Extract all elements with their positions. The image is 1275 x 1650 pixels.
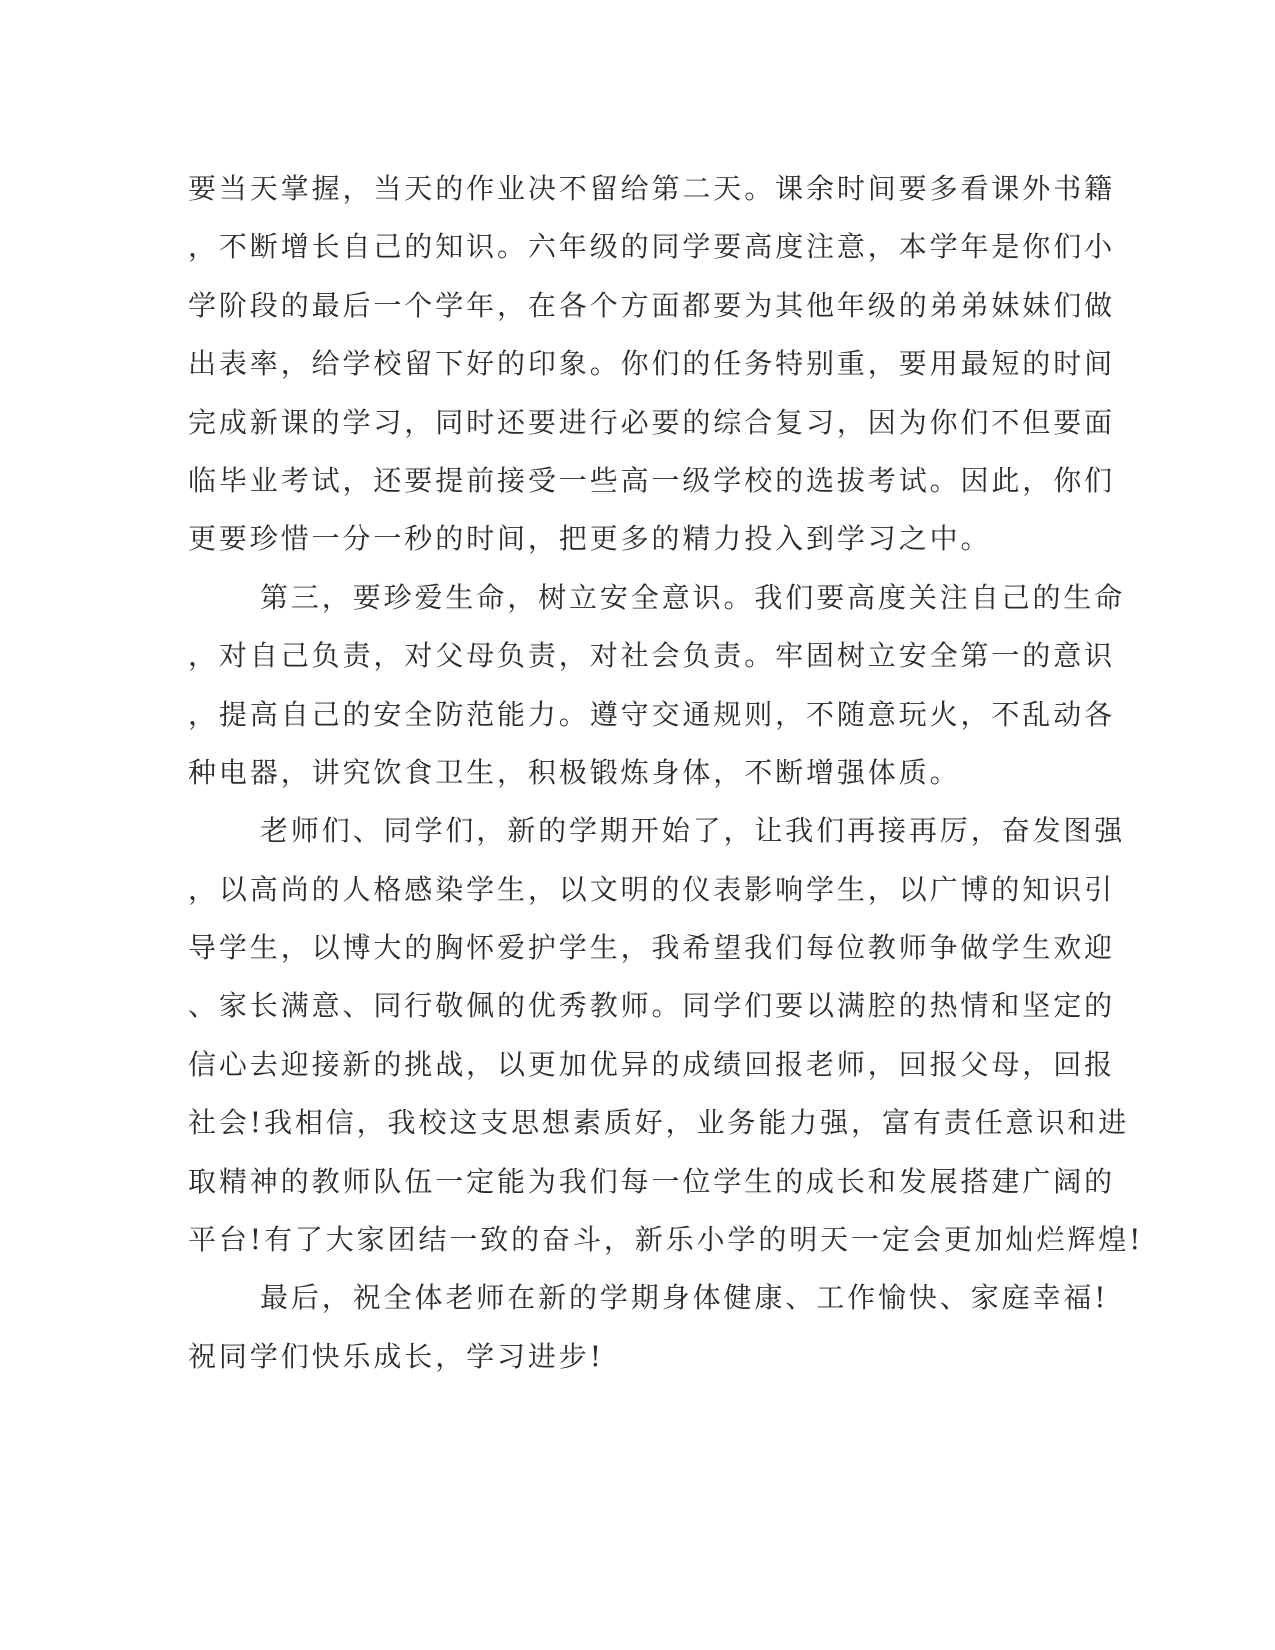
text-line: ，以高尚的人格感染学生，以文明的仪表影响学生，以广博的知识引	[188, 872, 1116, 906]
text-line: 导学生，以博大的胸怀爱护学生，我希望我们每位教师争做学生欢迎	[188, 931, 1116, 965]
text-line: 学阶段的最后一个学年，在各个方面都要为其他年级的弟弟妹妹们做	[188, 288, 1116, 322]
text-line: 平台!有了大家团结一致的奋斗，新乐小学的明天一定会更加灿烂辉煌!	[188, 1223, 1144, 1257]
text-line: 取精神的教师队伍一定能为我们每一位学生的成长和发展搭建广阔的	[188, 1164, 1116, 1198]
text-line: ，对自己负责，对父母负责，对社会负责。牢固树立安全第一的意识	[188, 639, 1116, 673]
text-line: 更要珍惜一分一秒的时间，把更多的精力投入到学习之中。	[188, 522, 992, 556]
body-text	[188, 160, 1144, 1386]
text-line: ，提高自己的安全防范能力。遵守交通规则，不随意玩火，不乱动各	[188, 697, 1116, 731]
text-line: 完成新课的学习，同时还要进行必要的综合复习，因为你们不但要面	[188, 405, 1116, 439]
text-line: 出表率，给学校留下好的印象。你们的任务特别重，要用最短的时间	[188, 347, 1116, 381]
text-line: 临毕业考试，还要提前接受一些高一级学校的选拔考试。因此，你们	[188, 463, 1116, 497]
text-line: 种电器，讲究饮食卫生，积极锻炼身体，不断增强体质。	[188, 755, 961, 789]
paragraph-start-line: 第三，要珍爱生命，树立安全意识。我们要高度关注自己的生命	[260, 580, 1126, 614]
text-line: 社会!我相信，我校这支思想素质好，业务能力强，富有责任意识和进	[188, 1106, 1130, 1140]
paragraph-start-line: 老师们、同学们，新的学期开始了，让我们再接再厉，奋发图强	[260, 814, 1126, 848]
text-line: 、家长满意、同行敬佩的优秀教师。同学们要以满腔的热情和坚定的	[188, 989, 1116, 1023]
text-line: 祝同学们快乐成长，学习进步!	[188, 1339, 604, 1373]
paragraph-start-line: 最后，祝全体老师在新的学期身体健康、工作愉快、家庭幸福!	[260, 1281, 1109, 1315]
text-line: 信心去迎接新的挑战，以更加优异的成绩回报老师，回报父母，回报	[188, 1047, 1116, 1081]
text-line: 要当天掌握，当天的作业决不留给第二天。课余时间要多看课外书籍	[188, 172, 1116, 205]
text-line: ，不断增长自己的知识。六年级的同学要高度注意，本学年是你们小	[188, 230, 1116, 264]
